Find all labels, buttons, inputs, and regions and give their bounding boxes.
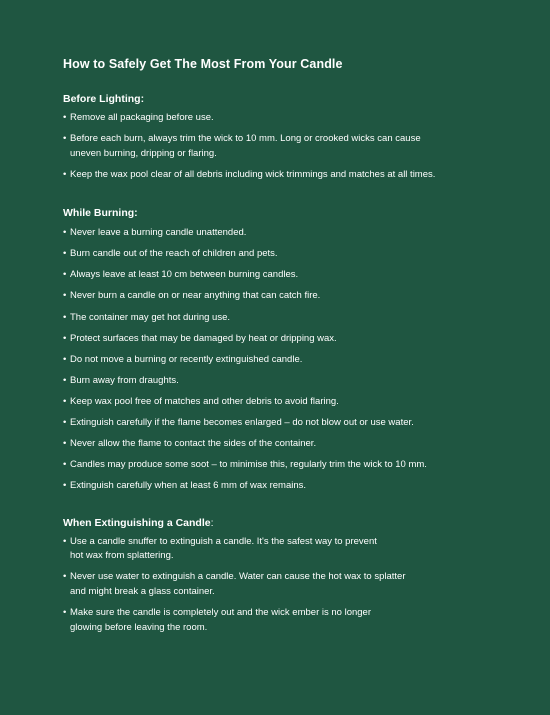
bullet-text: Use a candle snuffer to extinguish a candle. It's the safest way to prevent xyxy=(70,535,377,547)
bullet-text: Keep the wax pool clear of all debris including wick trimmings and matches at all times. xyxy=(70,168,436,180)
section-heading-text: When Extinguishing a Candle xyxy=(63,516,211,529)
section-heading-text: While Burning: xyxy=(63,207,138,220)
bullet-item xyxy=(63,479,533,494)
candle-safety-document xyxy=(63,55,533,642)
bullet-text: Always leave at least 10 cm between burning candles. xyxy=(70,269,299,281)
bullet-text: Remove all packaging before use. xyxy=(70,112,214,123)
bullet-item xyxy=(63,606,533,635)
bullet-item xyxy=(63,458,533,473)
bullet-item xyxy=(63,395,533,410)
section-heading xyxy=(63,206,533,220)
bullet-item xyxy=(63,353,533,368)
bullet-text: Never use water to extinguish a candle. Water can cause the hot wax to splatter xyxy=(70,571,406,583)
bullet-text-continued: uneven burning, dripping or flaring. xyxy=(70,147,217,159)
bullet-text: Extinguish carefully when at least 6 mm of wax remains. xyxy=(70,480,307,492)
bullet-text: Before each burn, always trim the wick to 10 mm. Long or crooked wicks can cause xyxy=(70,133,421,145)
bullet-item xyxy=(63,535,533,564)
bullet-text: Never allow the flame to contact the sides of the container. xyxy=(70,438,317,450)
bullet-item xyxy=(63,311,533,326)
bullet-item xyxy=(63,111,533,126)
section-before-lighting xyxy=(63,92,533,182)
bullet-item xyxy=(63,168,533,183)
bullet-text-continued: hot wax from splattering. xyxy=(70,550,174,562)
bullet-text: Candles may produce some soot – to minimise this, regularly trim the wick to 10 mm. xyxy=(70,459,427,471)
bullet-item xyxy=(63,374,533,389)
bullet-text: Never burn a candle on or near anything that can catch fire. xyxy=(70,290,321,302)
bullet-item xyxy=(63,226,533,241)
section-while-burning xyxy=(63,206,533,494)
bullet-text: Burn candle out of the reach of children and pets. xyxy=(70,248,278,260)
bullet-text: Protect surfaces that may be damaged by heat or dripping wax. xyxy=(70,332,337,344)
bullet-text: Never leave a burning candle unattended. xyxy=(70,227,247,239)
bullet-item xyxy=(63,570,533,599)
section-heading-text: Before Lighting: xyxy=(63,93,145,105)
bullet-item xyxy=(63,416,533,431)
document-title: How to Safely Get The Most From Your Candle xyxy=(63,57,343,71)
bullet-item xyxy=(63,332,533,347)
section-when-extinguishing xyxy=(63,516,533,635)
bullet-text: The container may get hot during use. xyxy=(70,311,231,323)
bullet-text: Do not move a burning or recently extinguished candle. xyxy=(70,353,303,365)
bullet-text: Keep wax pool free of matches and other debris to avoid flaring. xyxy=(70,395,339,407)
section-heading xyxy=(63,92,533,106)
bullet-item xyxy=(63,247,533,262)
bullet-item xyxy=(63,268,533,283)
section-heading xyxy=(63,516,533,530)
bullet-item xyxy=(63,289,533,304)
bullet-text: Burn away from draughts. xyxy=(70,374,179,386)
bullet-list xyxy=(63,226,533,494)
bullet-text: Extinguish carefully if the flame becomes enlarged – do not blow out or use water. xyxy=(70,417,414,429)
bullet-list xyxy=(63,111,533,182)
bullet-text: Make sure the candle is completely out and the wick ember is no longer xyxy=(70,607,371,618)
section-heading-suffix: : xyxy=(210,516,214,529)
bullet-item xyxy=(63,132,533,161)
bullet-list xyxy=(63,535,533,635)
bullet-text-continued: and might break a glass container. xyxy=(70,585,215,597)
bullet-item xyxy=(63,437,533,452)
bullet-text-continued: glowing before leaving the room. xyxy=(70,621,208,633)
